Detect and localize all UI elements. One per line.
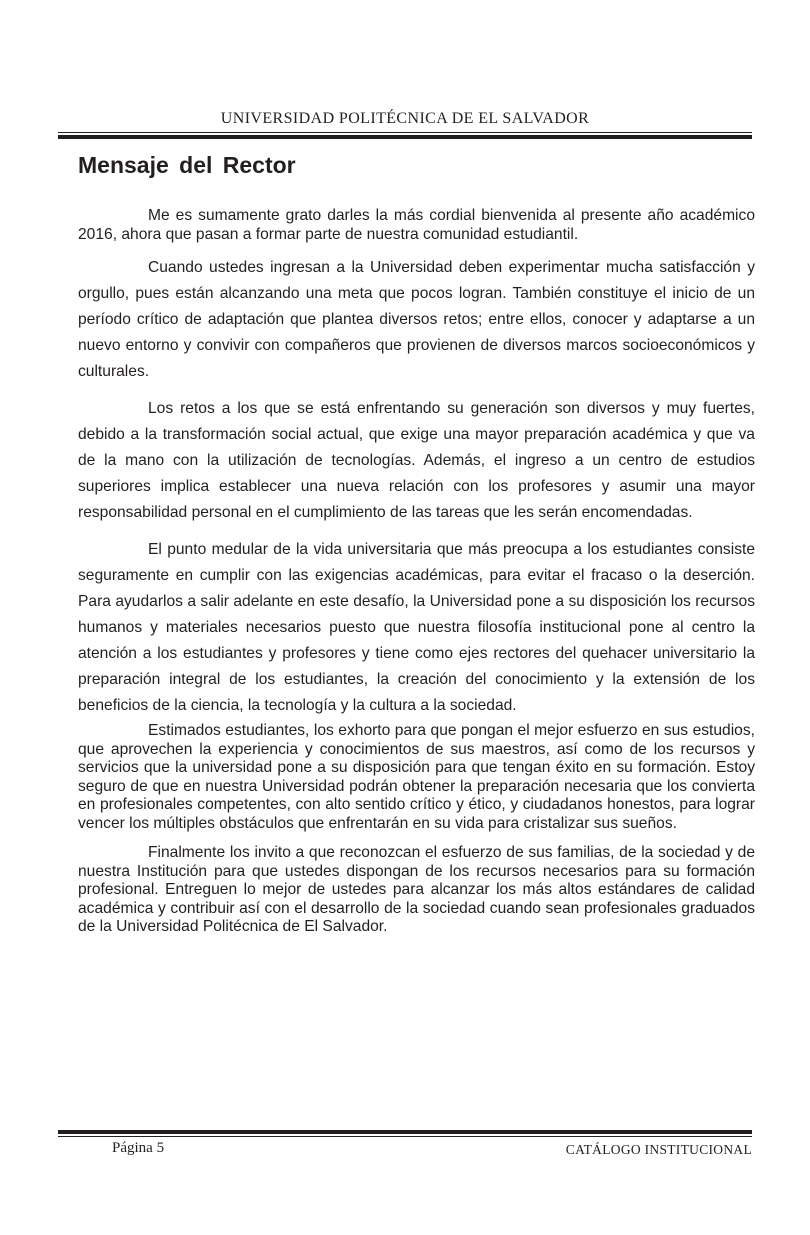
footer-rule-thin xyxy=(58,1136,752,1137)
running-footer: CATÁLOGO INSTITUCIONAL xyxy=(565,1142,752,1157)
paragraph-satisfaction: Cuando ustedes ingresan a la Universidad deben experimentar mucha satisfacción y orgullo, pues están alcanzando una meta que pocos logran. También constituye el inicio de un período crítico de adaptación que plantea diversos retos; entre ellos, conocer y adaptarse a un nuevo entorno y convivir con compañeros que provienen de diversos marcos socioeconómicos y culturales. xyxy=(78,259,755,380)
page-number: Página 5 xyxy=(112,1140,165,1156)
paragraph-academic-demands: El punto medular de la vida universitaria que más preocupa a los estudiantes consiste seguramente en cumplir con las exigencias académicas, para evitar el fracaso o la deserción. Para ayudarlos a salir adelante en este desafío, la Universidad pone a su disposición los recursos humanos y materiales necesarios puesto que nuestra filosofía institucional pone al centro la atención a los estudiantes y profesores y tiene como ejes rectores del quehacer universitario la preparación integral de los estudiantes, la creación del conocimiento y la extensión de los beneficios de la ciencia, la tecnología y la cultura a la sociedad. xyxy=(78,541,755,714)
footer-rule-thick xyxy=(58,1130,752,1134)
page-title: Mensaje del Rector xyxy=(78,152,296,178)
running-header: UNIVERSIDAD POLITÉCNICA DE EL SALVADOR xyxy=(220,110,590,127)
paragraph-closing: Finalmente los invito a que reconozcan el esfuerzo de sus familias, de la sociedad y de nuestra Institución para que ustedes dispongan de los recursos necesarios para su formación profesional. Entreguen lo mejor de ustedes para alcanzar los más altos estándares de calidad académica y contribuir así con el desarrollo de la sociedad cuando sean profesionales graduados de la Universidad Politécnica de El Salvador. xyxy=(78,844,755,935)
paragraph-challenges: Los retos a los que se está enfrentando su generación son diversos y muy fuertes, debido a la transformación social actual, que exige una mayor preparación académica y que va de la mano con la utilización de tecnologías. Además, el ingreso a un centro de estudios superiores implica establecer una nueva relación con los profesores y asumir una mayor responsabilidad personal en el cumplimiento de las tareas que les serán encomendadas. xyxy=(78,400,755,521)
paragraph-welcome: Me es sumamente grato darles la más cordial bienvenida al presente año académico 2016, ahora que pasan a formar parte de nuestra comunidad estudiantil. xyxy=(78,207,755,243)
header-rule-thin xyxy=(58,132,752,133)
message-body xyxy=(78,207,755,937)
paragraph-exhortation: Estimados estudiantes, los exhorto para que pongan el mejor esfuerzo en sus estudios, que aprovechen la experiencia y conocimientos de sus maestros, así como de los recursos y servicios que la universidad pone a su disposición para que tengan éxito en su formación. Estoy seguro de que en nuestra Universidad podrán obtener la preparación necesaria que los convierta en profesionales competentes, con alto sentido crítico y ético, y ciudadanos honestos, para lograr vencer los múltiples obstáculos que enfrentarán en su vida para cristalizar sus sueños. xyxy=(78,722,755,832)
header-rule-thick xyxy=(58,135,752,139)
